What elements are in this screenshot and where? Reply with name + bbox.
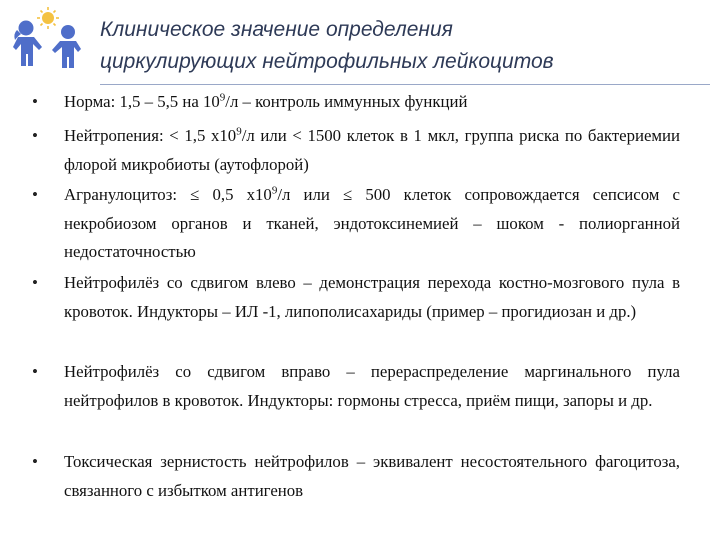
text-part: /л или < 1500 клеток в 1 мкл, группа риска по бактериемии флорой микробиоты (аутофлорой) xyxy=(64,126,681,174)
left-child-icon xyxy=(13,21,42,67)
list-item xyxy=(32,358,682,415)
page-title xyxy=(100,14,700,78)
superscript: 9 xyxy=(271,184,278,197)
title-line-1: Клиническое значение определения xyxy=(100,18,453,41)
bullet-icon: • xyxy=(32,362,38,381)
list-item-text xyxy=(64,122,680,179)
list-item xyxy=(32,122,682,179)
list-item-text: Нейтрофилёз со сдвигом влево – демонстрация перехода костно-мозгового пула в кровоток. Индукторы – ИЛ -1, липополисахариды (пример – прогидиозан и др.) xyxy=(64,273,680,321)
bullet-icon: • xyxy=(32,92,38,111)
right-child-icon xyxy=(52,25,81,68)
title-divider xyxy=(100,84,710,85)
text-part: Норма: 1,5 – 5,5 на 10 xyxy=(64,92,220,111)
bullet-icon: • xyxy=(32,185,38,204)
list-item-text: Токсическая зернистость нейтрофилов – эквивалент несостоятельного фагоцитоза, связанного с избытком антигенов xyxy=(64,452,680,500)
list-item xyxy=(32,181,682,267)
list-item xyxy=(32,88,682,117)
text-part: Нейтропения: < 1,5 х10 xyxy=(64,126,237,145)
list-item-text: Нейтрофилёз со сдвигом вправо – перераспределение маргинального пула нейтрофилов в кровоток. Индукторы: гормоны стресса, приём пищи, запоры и др. xyxy=(64,362,680,410)
sun-icon xyxy=(37,7,59,29)
list-item xyxy=(32,269,682,326)
superscript: 9 xyxy=(219,91,226,104)
text-part: /л или ≤ 500 клеток сопровождается сепсисом с некробиозом органов и тканей, эндотоксинемией – шоком - полиорганной недостаточностью xyxy=(64,185,680,261)
list-item-text xyxy=(64,88,680,117)
text-part: Агранулоцитоз: ≤ 0,5 х10 xyxy=(64,185,272,204)
superscript: 9 xyxy=(236,125,242,138)
bullet-icon: • xyxy=(32,273,38,292)
text-part: /л – контроль иммунных функций xyxy=(225,92,468,111)
list-item-text xyxy=(64,181,680,267)
list-item xyxy=(32,448,682,505)
bullet-icon: • xyxy=(32,126,38,145)
bullet-icon: • xyxy=(32,452,38,471)
children-with-sun-logo xyxy=(8,6,88,74)
title-line-2: циркулирующих нейтрофильных лейкоцитов xyxy=(100,50,554,73)
